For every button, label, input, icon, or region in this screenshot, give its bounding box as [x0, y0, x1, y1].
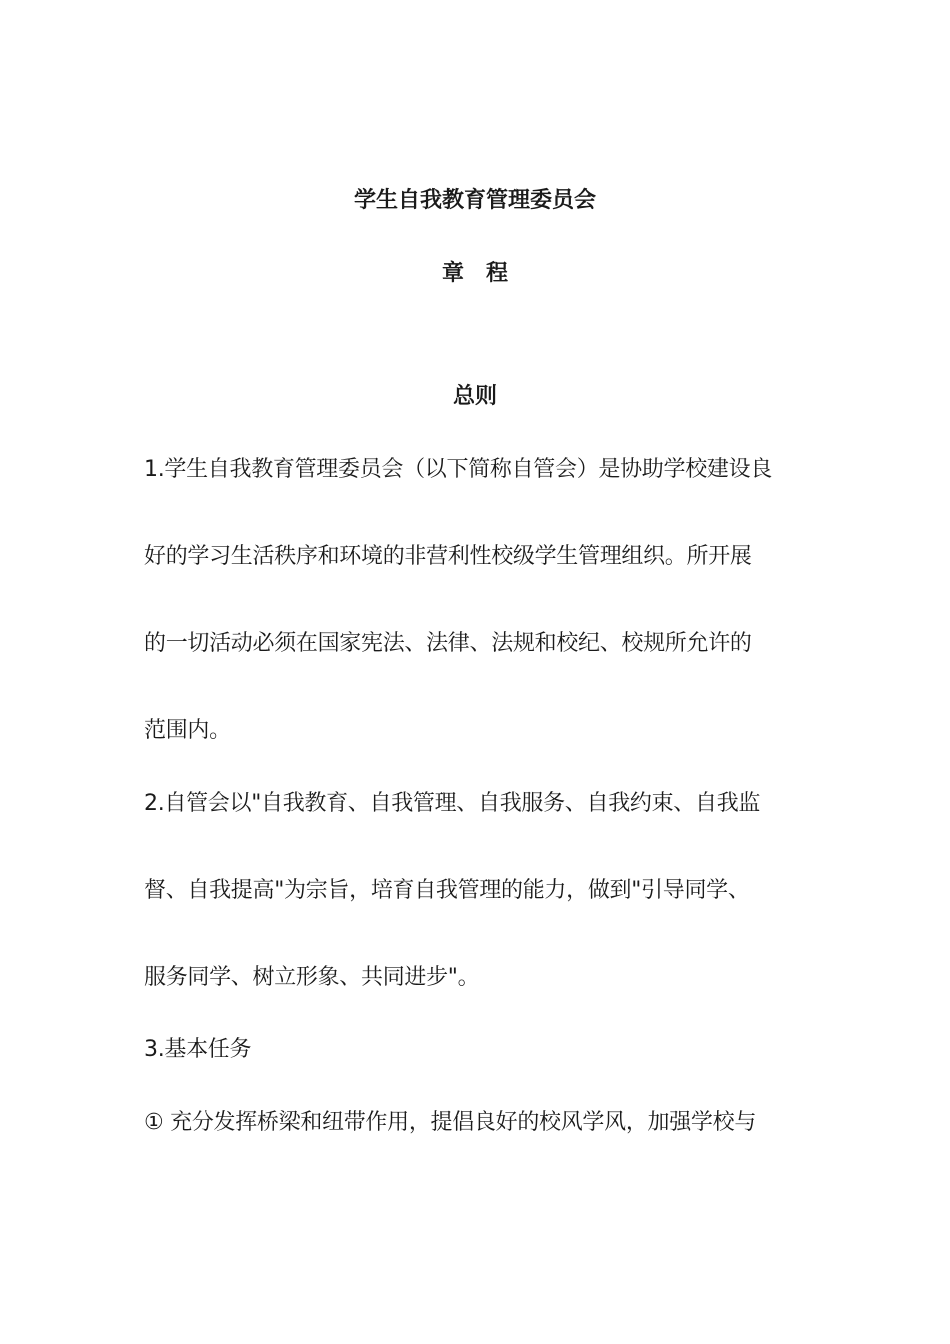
- document-title: 学生自我教育管理委员会: [353, 188, 596, 213]
- paragraph-line: 3.基本任务: [144, 1037, 252, 1062]
- document-subtitle: 章程: [441, 261, 530, 286]
- section-heading: 总则: [452, 384, 497, 409]
- paragraph-line: 督、自我提高"为宗旨，培育自我管理的能力，做到"引导同学、: [144, 878, 750, 903]
- paragraph-line: 2.自管会以"自我教育、自我管理、自我服务、自我约束、自我监: [144, 791, 761, 816]
- paragraph-line: 1.学生自我教育管理委员会（以下简称自管会）是协助学校建设良: [144, 457, 772, 482]
- paragraph-line: 的一切活动必须在国家宪法、法律、法规和校纪、校规所允许的: [144, 631, 752, 656]
- paragraph-line: 好的学习生活秩序和环境的非营利性校级学生管理组织。所开展: [144, 544, 752, 569]
- paragraph-line: 服务同学、树立形象、共同进步"。: [144, 965, 480, 990]
- paragraph-line: ① 充分发挥桥梁和纽带作用，提倡良好的校风学风，加强学校与: [144, 1110, 757, 1135]
- paragraph-line: 范围内。: [144, 718, 231, 743]
